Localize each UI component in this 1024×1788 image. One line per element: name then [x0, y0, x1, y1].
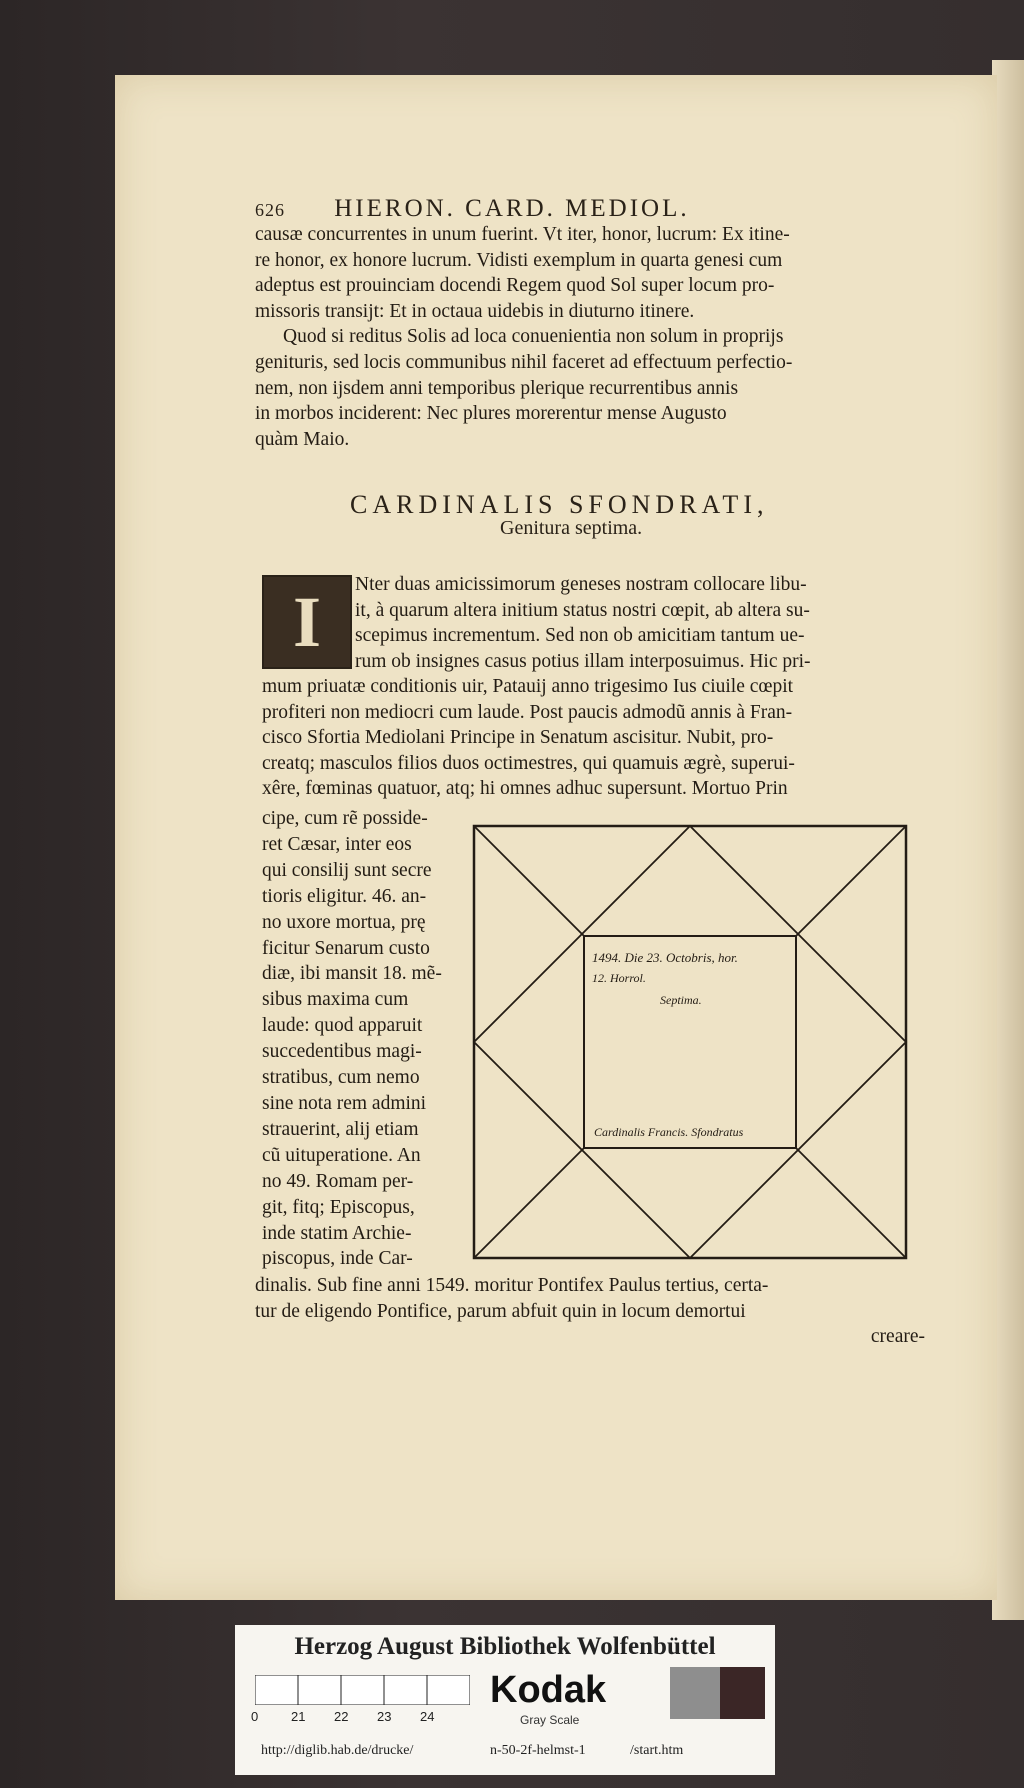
chart-date-line: 1494. Die 23. Octobris, hor. [592, 950, 738, 965]
text-line: dinalis. Sub fine anni 1549. moritur Pontifex Paulus tertius, certa- [255, 1275, 769, 1296]
initial-letter: I [292, 582, 322, 662]
chart-diagonal [474, 1148, 584, 1258]
text-line: quàm Maio. [255, 428, 350, 450]
text-line: stratibus, cum nemo [262, 1067, 420, 1089]
text-line: piscopus, inde Car- [262, 1248, 413, 1270]
kodak-logo: Kodak [490, 1669, 607, 1711]
text-line: git, fitq; Episcopus, [262, 1196, 415, 1218]
text-line: cũ uituperatione. An [262, 1144, 421, 1166]
text-line: Quod si reditus Solis ad loca conuenientia non solum in proprijs [283, 326, 784, 348]
url-prefix: http://diglib.hab.de/drucke/ [261, 1743, 414, 1758]
chart-hour-line: 12. Horrol. [592, 971, 646, 985]
chart-diagonal [796, 826, 906, 936]
text-line: strauerint, alij etiam [262, 1118, 419, 1140]
measurement-ruler [255, 1675, 470, 1705]
running-title: HIERON. CARD. MEDIOL. [334, 195, 690, 222]
section-heading: CARDINALIS SFONDRATI, [350, 490, 769, 519]
text-line: no 49. Romam per- [262, 1170, 414, 1192]
gray-swatch-light [670, 1667, 722, 1719]
gray-scale-label: Gray Scale [520, 1713, 580, 1727]
chart-diagonal [474, 826, 584, 936]
text-line: Nter duas amicissimorum geneses nostram collocare libu- [355, 574, 807, 595]
ruler-body [255, 1675, 470, 1705]
text-line: re honor, ex honore lucrum. Vidisti exemplum in quarta genesi cum [255, 249, 783, 271]
text-line: mum priuatæ conditionis uir, Patauij anno trigesimo Ius ciuile cœpit [262, 676, 794, 697]
text-line: rum ob insignes casus potius illam interposuimus. Hic pri- [355, 650, 811, 672]
text-line: cisco Sfortia Mediolani Principe in Senatum ascisitur. Nubit, pro- [262, 727, 774, 749]
text-line: creatq; masculos filios duos octimestres, qui quamuis ægrè, superui- [262, 752, 795, 774]
running-head [255, 195, 690, 223]
library-name: Herzog August Bibliothek Wolfenbüttel [294, 1633, 716, 1660]
text-line: ficitur Senarum custo [262, 937, 430, 959]
text-line: inde statim Archie- [262, 1222, 412, 1244]
text-line: sine nota rem admini [262, 1092, 427, 1114]
text-line: xêre, fœminas quatuor, atq; hi omnes adhuc supersunt. Mortuo Prin [262, 778, 788, 800]
body-paragraph [262, 674, 917, 802]
catchword: creare- [870, 1326, 925, 1347]
intro-paragraph [255, 222, 905, 452]
text-line: causæ concurrentes in unum fuerint. Vt iter, honor, lucrum: Ex itine- [255, 224, 790, 245]
section-subheading: Genitura septima. [500, 517, 643, 539]
ruler-label: 22 [334, 1709, 349, 1724]
text-line: profiteri non mediocri cum laude. Post paucis admodũ annis à Fran- [262, 701, 793, 723]
text-line: qui consilij sunt secre [262, 859, 432, 881]
ruler-label: 21 [291, 1709, 306, 1724]
gray-swatch-dark [720, 1667, 765, 1719]
text-line: succedentibus magi- [262, 1041, 422, 1063]
color-target-card [235, 1625, 775, 1775]
body-paragraph-indented [355, 572, 915, 674]
closing-text [255, 1273, 925, 1350]
text-line: scepimus incrementum. Sed non ob amicitiam tantum ue- [355, 625, 805, 647]
text-line: sibus maxima cum [262, 989, 409, 1011]
ruler-label: 24 [420, 1709, 435, 1724]
text-line: it, à quarum altera initium status nostri cœpit, ab altera su- [355, 599, 810, 621]
url-id: n-50-2f-helmst-1 [490, 1743, 586, 1758]
ruler-label: 23 [377, 1709, 392, 1724]
text-line: diæ, ibi mansit 18. mẽ- [262, 963, 442, 985]
text-line: cipe, cum rẽ posside- [262, 808, 428, 829]
chart-diagonal [796, 1148, 906, 1258]
text-line: ret Cæsar, inter eos [262, 833, 412, 855]
text-line: nem, non ijsdem anni temporibus plerique recurrentibus annis [255, 377, 739, 399]
text-line: laude: quod apparuit [262, 1015, 423, 1037]
ruler-label: 0 [251, 1709, 259, 1724]
text-line: no uxore mortua, prę [262, 911, 426, 933]
text-line: tioris eligitur. 46. an- [262, 885, 427, 907]
side-column-text [262, 806, 467, 1272]
text-line: in morbos inciderent: Nec plures morerentur mense Augusto [255, 403, 727, 425]
text-line: tur de eligendo Pontifice, parum abfuit quin in locum demortui [255, 1300, 746, 1322]
url-suffix: /start.htm [630, 1743, 684, 1758]
horoscope-chart [470, 822, 910, 1262]
chart-label: Septima. [660, 993, 702, 1007]
text-line: adeptus est prouinciam docendi Regem quod Sol super locum pro- [255, 275, 775, 297]
decorated-initial [262, 575, 352, 669]
text-line: genituris, sed locis communibus nihil faceret ad effectuum perfectio- [255, 351, 793, 373]
page-number: 626 [255, 200, 285, 220]
chart-subject-name: Cardinalis Francis. Sfondratus [594, 1125, 744, 1139]
text-line: missoris transijt: Et in octaua uidebis in diuturno itinere. [255, 300, 695, 322]
chart-inner-frame [584, 936, 796, 1148]
